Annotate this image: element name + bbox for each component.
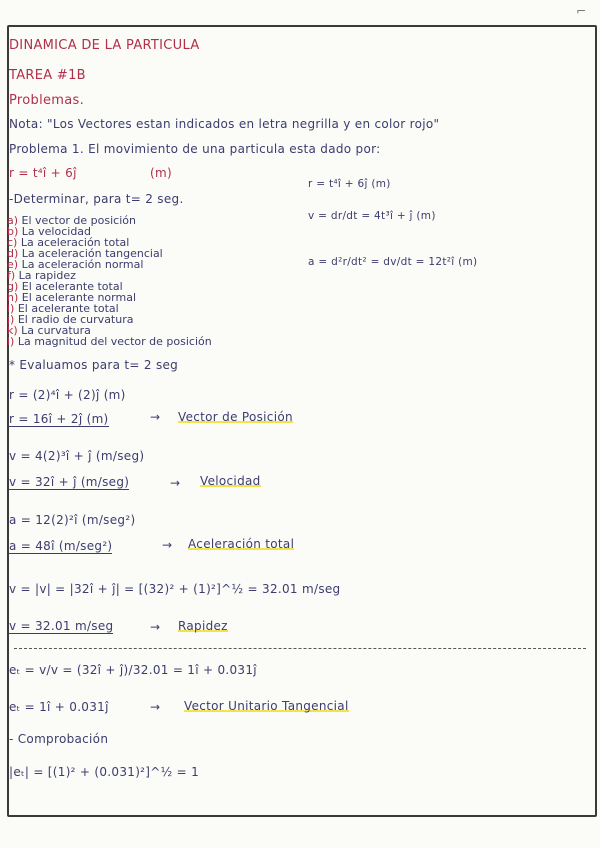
list-item: c) La aceleración total — [7, 236, 130, 249]
section-divider — [14, 648, 586, 649]
position-vector-label: Vector de Posición — [178, 410, 293, 424]
velocity-substitution: v = 4(2)³î + ĵ (m/seg) — [9, 449, 145, 463]
corner-mark: ⌐ — [576, 4, 587, 18]
speed-result: v = 32.01 m/seg — [9, 619, 114, 633]
side-eq-v: v = dr/dt = 4t³î + ĵ (m) — [308, 210, 436, 222]
position-equation: r = t⁴î + 6ĵ — [9, 166, 77, 180]
list-item: i) El acelerante total — [7, 302, 119, 315]
speed-label: Rapidez — [178, 619, 228, 633]
acceleration-substitution: a = 12(2)²î (m/seg²) — [9, 513, 136, 527]
determine-line: -Determinar, para t= 2 seg. — [9, 192, 184, 206]
list-item: d) La aceleración tangencial — [7, 247, 163, 260]
tangent-unit-result: eₜ = 1î + 0.031ĵ — [9, 700, 109, 714]
side-eq-a: a = d²r/dt² = dv/dt = 12t²î (m) — [308, 256, 478, 268]
list-item: j) El radio de curvatura — [7, 313, 134, 326]
task-label: TAREA #1B — [9, 68, 86, 83]
list-item: b) La velocidad — [7, 225, 92, 238]
side-eq-r: r = t⁴î + 6ĵ (m) — [308, 178, 391, 190]
list-item: f) La rapidez — [7, 269, 76, 282]
list-item: a) El vector de posición — [7, 214, 136, 227]
position-result: r = 16î + 2ĵ (m) — [9, 412, 109, 426]
tangent-unit-label: Vector Unitario Tangencial — [184, 699, 349, 713]
arrow-icon: → — [150, 700, 161, 714]
list-item: l) La magnitud del vector de posición — [7, 335, 212, 348]
tangent-unit-equation: eₜ = v/v = (32î + ĵ)/32.01 = 1î + 0.031ĵ — [9, 663, 257, 677]
evaluation-intro: * Evaluamos para t= 2 seg — [9, 358, 179, 372]
position-substitution: r = (2)⁴î + (2)ĵ (m) — [9, 388, 126, 402]
list-item: h) El acelerante normal — [7, 291, 137, 304]
section-heading: Problemas. — [9, 93, 85, 108]
list-item: k) La curvatura — [7, 324, 91, 337]
arrow-icon: → — [170, 476, 181, 490]
arrow-icon: → — [162, 538, 173, 552]
problem-statement: Problema 1. El movimiento de una particula esta dado por: — [9, 142, 381, 156]
page-title: DINAMICA DE LA PARTICULA — [9, 38, 200, 53]
arrow-icon: → — [150, 620, 161, 634]
acceleration-result: a = 48î (m/seg²) — [9, 539, 113, 553]
arrow-icon: → — [150, 410, 161, 424]
check-equation: |eₜ| = [(1)² + (0.031)²]^½ = 1 — [9, 765, 200, 779]
position-unit: (m) — [150, 166, 172, 180]
velocity-label: Velocidad — [200, 474, 261, 488]
speed-equation: v = |v| = |32î + ĵ| = [(32)² + (1)²]^½ = 32.01 m/seg — [9, 582, 341, 596]
check-heading: - Comprobación — [9, 732, 109, 746]
list-item: g) El acelerante total — [7, 280, 123, 293]
acceleration-label: Aceleración total — [188, 537, 295, 551]
velocity-result: v = 32î + ĵ (m/seg) — [9, 475, 130, 489]
list-item: e) La aceleración normal — [7, 258, 144, 271]
note-text: Nota: "Los Vectores estan indicados en letra negrilla y en color rojo" — [9, 117, 440, 131]
